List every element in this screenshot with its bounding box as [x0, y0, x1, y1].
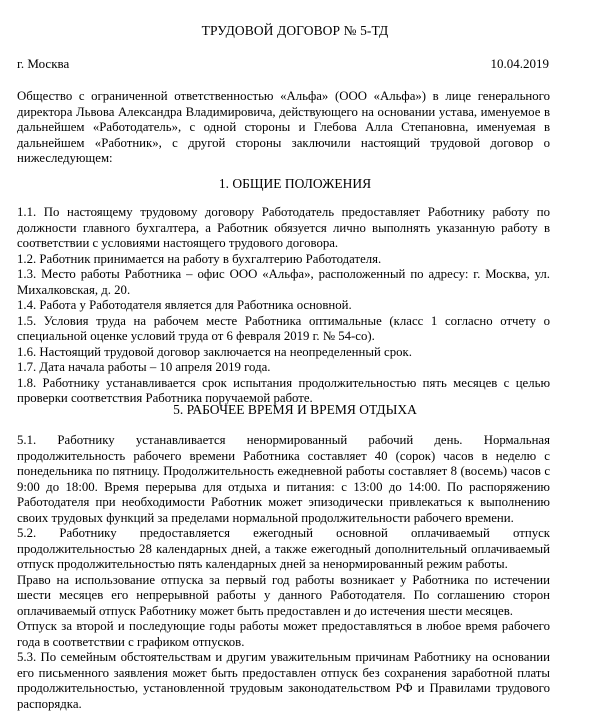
clause-1-5: 1.5. Условия труда на рабочем месте Работника оптимальные (класс 1 согласно отчету о специальной оценке условий труда от 6 февраля 2019 г. № 54-со).: [17, 313, 550, 343]
clause-5-2-paragraph-3: Отпуск за второй и последующие годы работы может предоставляться в любое время рабочего года в соответствии с графиком отпусков.: [17, 619, 550, 649]
date-text: 10.04.2019: [490, 56, 549, 71]
clause-5-2: 5.2. Работнику предоставляется ежегодный основной оплачиваемый отпуск продолжительностью 28 календарных дней, а также ежегодный дополнительный оплачиваемый отпуск продолжительностью пять календарных дней за ненормированный режим работы.: [17, 526, 550, 571]
city-text: г. Москва: [17, 56, 70, 71]
clause-1-3: 1.3. Место работы Работника – офис ООО «Альфа», расположенный по адресу: г. Москва, ул. Михалковская, д. 20.: [17, 267, 550, 297]
document-title: ТРУДОВОЙ ДОГОВОР № 5-ТД: [201, 23, 389, 38]
clause-1-4: 1.4. Работа у Работодателя является для Работника основной.: [17, 298, 352, 312]
section-1-body: [17, 205, 550, 407]
clause-5-2-paragraph-2: Право на использование отпуска за первый год работы возникает у Работника по истечении шести месяцев его непрерывной работы у данного Работодателя. По соглашению сторон оплачиваемый отпуск Работнику может быть предоставлен и до истечения шести месяцев.: [17, 572, 550, 618]
clause-1-6: 1.6. Настоящий трудовой договор заключается на неопределенный срок.: [17, 344, 412, 359]
clause-5-3: 5.3. По семейным обстоятельствам и другим уважительным причинам Работнику на основании его письменного заявления может быть предоставлен отпуск без сохранения заработной платы продолжительностью, установленной трудовым законодательством РФ и Правилами трудового распорядка.: [17, 650, 550, 711]
section-5-heading: 5. РАБОЧЕЕ ВРЕМЯ И ВРЕМЯ ОТДЫХА: [173, 402, 417, 417]
clause-1-2: 1.2. Работник принимается на работу в бухгалтерию Работодателя.: [17, 251, 382, 266]
clause-1-7: 1.7. Дата начала работы – 10 апреля 2019 года.: [17, 360, 271, 374]
clause-1-1: 1.1. По настоящему трудовому договору Работодатель предоставляет Работнику работу по должности главного бухгалтера, а Работник обязуется лично выполнять указанную работу в соответствии с условиями настоящего трудового договора.: [17, 205, 550, 250]
intro-paragraph-block: [17, 89, 550, 167]
section-5-body: [17, 433, 550, 712]
clause-1-8: 1.8. Работнику устанавливается срок испытания продолжительностью пять месяцев с целью проверки соответствия Работника поручаемой работе.: [17, 375, 550, 405]
section-1-heading: 1. ОБЩИЕ ПОЛОЖЕНИЯ: [218, 176, 372, 191]
clause-5-1: 5.1. Работнику устанавливается ненормированный рабочий день. Нормальная продолжительность рабочего времени Работника составляет 40 (сорок) часов в неделю с понедельника по пятницу. Продолжительность ежедневной работы составляет 8 (восемь) часов с 9:00 до 18:00. Время перерыва для отдыха и питания: с 13:00 до 14:00. По распоряжению Работодателя при необходимости Работник может эпизодически привлекаться к выполнению своих трудовых функций за пределами нормальной продолжительности рабочего времени.: [17, 433, 550, 525]
intro-paragraph: Общество с ограниченной ответственностью «Альфа» (ООО «Альфа») в лице генерального директора Львова Александра Владимировича, действующего на основании устава, именуемое в дальнейшем «Работодатель», с одной стороны и Глебова Алла Степановна, именуемая в дальнейшем «Работник», с другой стороны заключили настоящий трудовой договор о нижеследующем:: [17, 89, 550, 165]
